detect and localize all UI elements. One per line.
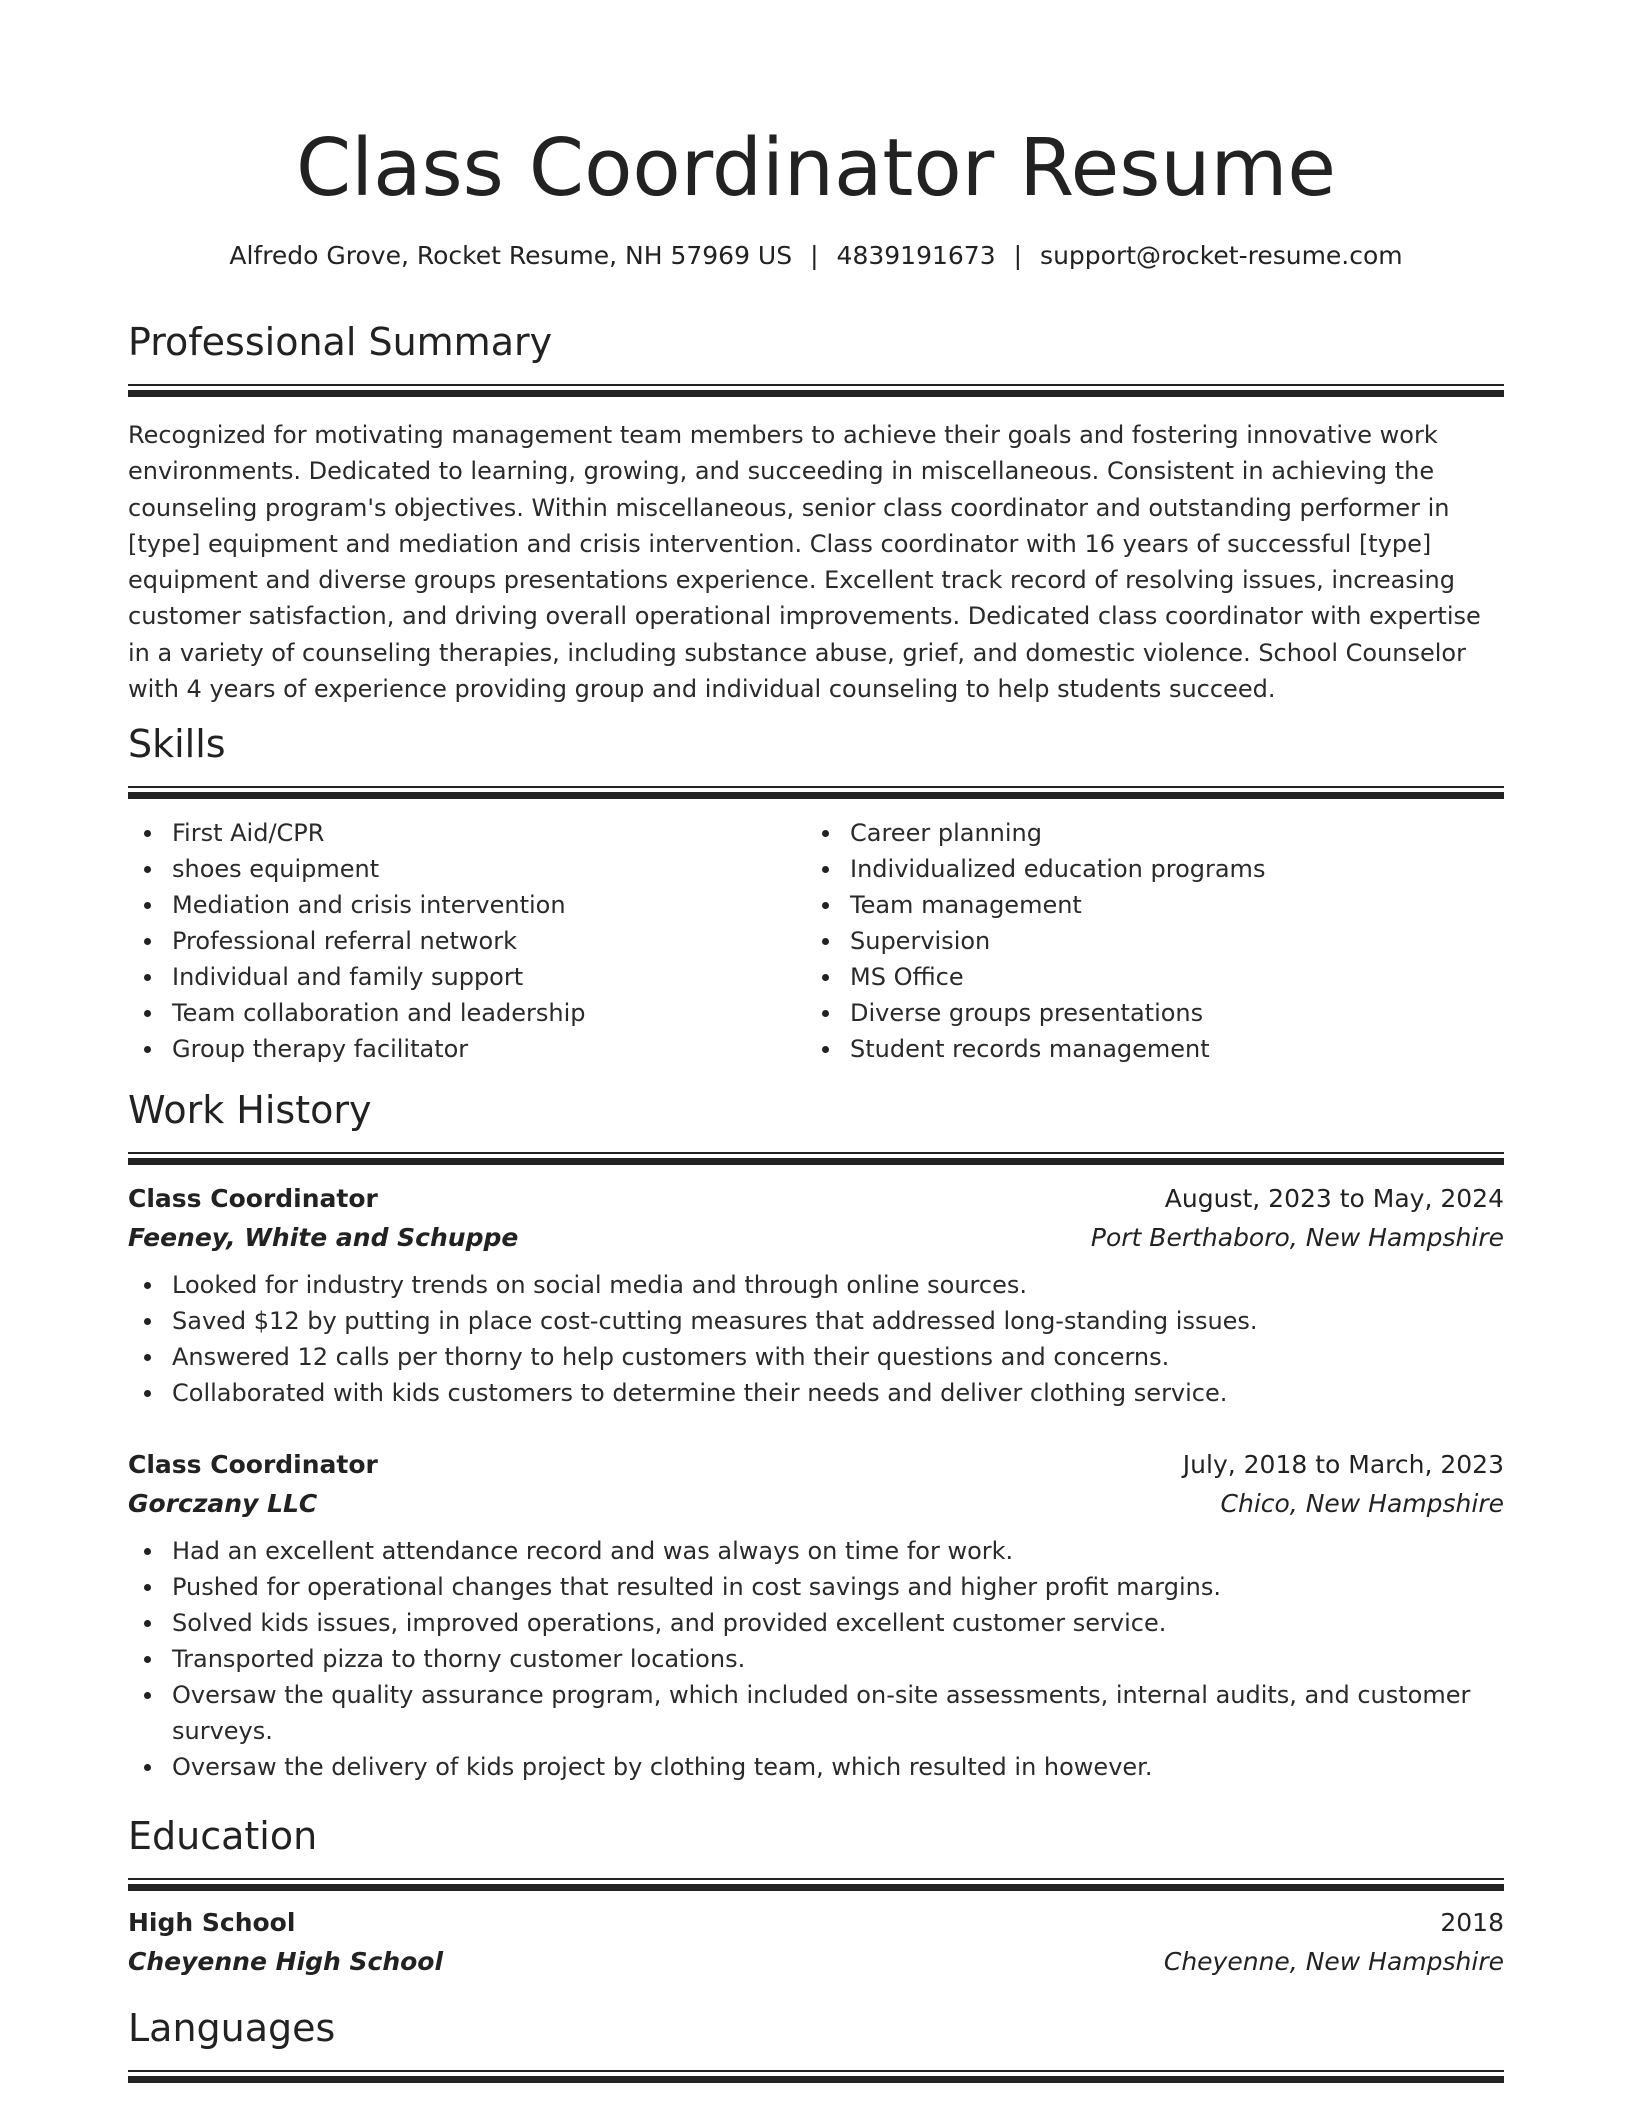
list-item — [172, 1641, 1504, 1677]
bullet-icon — [144, 1548, 151, 1555]
job-title: Class Coordinator — [128, 1184, 378, 1213]
list-item — [172, 923, 806, 959]
list-item — [850, 815, 1484, 851]
list-item — [850, 995, 1484, 1031]
job-bullets — [128, 1267, 1504, 1411]
section-heading: Professional Summary — [128, 320, 553, 364]
section-languages — [128, 2004, 1504, 2083]
job-location: Port Berthaboro, New Hampshire — [1090, 1223, 1504, 1252]
bullet-icon — [144, 1764, 151, 1771]
list-item-text: Mediation and crisis intervention — [172, 891, 566, 919]
contact-separator: | — [810, 241, 819, 270]
contact-separator: | — [1013, 241, 1023, 270]
list-item-text: Saved $12 by putting in place cost-cutting measures that addressed long-standing issues. — [172, 1307, 1258, 1335]
list-item-text: Collaborated with kids customers to determine their needs and deliver clothing service. — [172, 1379, 1228, 1407]
list-item — [172, 959, 806, 995]
list-item — [850, 1031, 1484, 1067]
section-professional-summary — [128, 318, 1504, 707]
education-degree: High School — [128, 1908, 296, 1937]
skills-list-left — [128, 815, 806, 1067]
bullet-icon — [144, 902, 151, 909]
bullet-icon — [144, 1318, 151, 1325]
list-item-text: Looked for industry trends on social media and through online sources. — [172, 1271, 1027, 1299]
bullet-icon — [822, 1010, 829, 1017]
section-divider — [128, 1878, 1504, 1891]
section-heading: Languages — [128, 2006, 336, 2050]
list-item — [172, 1533, 1504, 1569]
summary-text: Recognized for motivating management team members to achieve their goals and fostering innovative work environments. Dedicated to learning, growing, and succeeding in miscellaneous. Consistent in achieving the counseling program's objectives. Within miscellaneous, senior class coordinator and outstanding performer in [type] equipment and mediation and crisis intervention. Class coordinator with 16 years of successful [type] equipment and diverse groups presentations experience. Excellent track record of resolving issues, increasing customer satisfaction, and driving overall operational improvements. Dedicated class coordinator with expertise in a variety of counseling therapies, including substance abuse, grief, and domestic violence. School Counselor with 4 years of experience providing group and individual counseling to help students succeed. — [128, 421, 1481, 704]
list-item — [172, 1339, 1504, 1375]
contact-line — [0, 238, 1632, 274]
list-item-text: Had an excellent attendance record and was always on time for work. — [172, 1537, 1014, 1565]
list-item — [172, 1677, 1504, 1749]
section-work-history — [128, 1086, 1504, 1785]
bullet-icon — [144, 866, 151, 873]
list-item-text: Answered 12 calls per thorny to help customers with their questions and concerns. — [172, 1343, 1170, 1371]
bullet-icon — [822, 1046, 829, 1053]
list-item-text: MS Office — [850, 963, 964, 991]
bullet-icon — [822, 866, 829, 873]
section-divider — [128, 786, 1504, 799]
resume-title: Class Coordinator Resume — [295, 122, 1337, 214]
job-company: Gorczany LLC — [128, 1489, 318, 1518]
job-entry — [128, 1445, 1504, 1785]
section-skills — [128, 720, 1504, 1067]
list-item — [172, 1749, 1504, 1785]
list-item — [850, 851, 1484, 887]
list-item — [172, 1605, 1504, 1641]
list-item-text: Diverse groups presentations — [850, 999, 1204, 1027]
list-item-text: Supervision — [850, 927, 991, 955]
section-divider — [128, 1152, 1504, 1165]
bullet-icon — [822, 974, 829, 981]
contact-email: support@rocket-resume.com — [1040, 241, 1403, 270]
job-title: Class Coordinator — [128, 1450, 378, 1479]
list-item-text: Group therapy facilitator — [172, 1035, 469, 1063]
skills-list-right — [806, 815, 1484, 1067]
skills-grid — [128, 815, 1504, 1067]
section-heading: Education — [128, 1814, 318, 1858]
bullet-icon — [144, 830, 151, 837]
bullet-icon — [822, 902, 829, 909]
list-item-text: Team collaboration and leadership — [172, 999, 586, 1027]
job-bullets — [128, 1533, 1504, 1785]
list-item-text: Oversaw the delivery of kids project by clothing team, which resulted in however. — [172, 1753, 1153, 1781]
education-school: Cheyenne High School — [128, 1947, 444, 1976]
list-item-text: Student records management — [850, 1035, 1210, 1063]
bullet-icon — [144, 1282, 151, 1289]
list-item-text: Solved kids issues, improved operations, and provided excellent customer service. — [172, 1609, 1167, 1637]
list-item — [850, 887, 1484, 923]
bullet-icon — [144, 1584, 151, 1591]
list-item — [172, 815, 806, 851]
list-item-text: Career planning — [850, 819, 1042, 847]
bullet-icon — [144, 974, 151, 981]
job-company: Feeney, White and Schuppe — [128, 1223, 519, 1252]
bullet-icon — [144, 1656, 151, 1663]
job-dates: July, 2018 to March, 2023 — [1182, 1450, 1504, 1479]
bullet-icon — [144, 1390, 151, 1397]
section-education — [128, 1812, 1504, 1981]
list-item — [850, 923, 1484, 959]
bullet-icon — [822, 830, 829, 837]
section-divider — [128, 2070, 1504, 2083]
education-location: Cheyenne, New Hampshire — [1163, 1947, 1504, 1976]
list-item — [172, 995, 806, 1031]
list-item-text: shoes equipment — [172, 855, 380, 883]
education-entry — [128, 1903, 1504, 1981]
list-item-text: Individual and family support — [172, 963, 524, 991]
bullet-icon — [822, 938, 829, 945]
job-location: Chico, New Hampshire — [1220, 1489, 1504, 1518]
list-item — [172, 1303, 1504, 1339]
job-dates: August, 2023 to May, 2024 — [1164, 1184, 1504, 1213]
section-heading: Skills — [128, 722, 226, 766]
list-item — [172, 851, 806, 887]
list-item-text: Professional referral network — [172, 927, 517, 955]
section-divider — [128, 384, 1504, 397]
contact-phone: 4839191673 — [836, 241, 996, 270]
job-entry — [128, 1179, 1504, 1411]
list-item — [172, 1031, 806, 1067]
list-item-text: Individualized education programs — [850, 855, 1266, 883]
list-item — [172, 1569, 1504, 1605]
list-item — [850, 959, 1484, 995]
section-heading: Work History — [128, 1088, 372, 1132]
skills-column-left — [128, 815, 806, 1067]
bullet-icon — [144, 1010, 151, 1017]
skills-column-right — [806, 815, 1484, 1067]
bullet-icon — [144, 938, 151, 945]
bullet-icon — [144, 1692, 151, 1699]
contact-address: Alfredo Grove, Rocket Resume, NH 57969 US — [229, 241, 793, 270]
bullet-icon — [144, 1046, 151, 1053]
list-item — [172, 887, 806, 923]
education-year: 2018 — [1440, 1908, 1504, 1937]
bullet-icon — [144, 1354, 151, 1361]
list-item-text: Team management — [850, 891, 1082, 919]
list-item — [172, 1267, 1504, 1303]
list-item-text: Pushed for operational changes that resulted in cost savings and higher profit margins. — [172, 1573, 1221, 1601]
list-item — [172, 1375, 1504, 1411]
list-item-text: First Aid/CPR — [172, 819, 325, 847]
bullet-icon — [144, 1620, 151, 1627]
list-item-text: Oversaw the quality assurance program, which included on-site assessments, internal audits, and customer surveys. — [172, 1681, 1471, 1745]
list-item-text: Transported pizza to thorny customer locations. — [172, 1645, 746, 1673]
